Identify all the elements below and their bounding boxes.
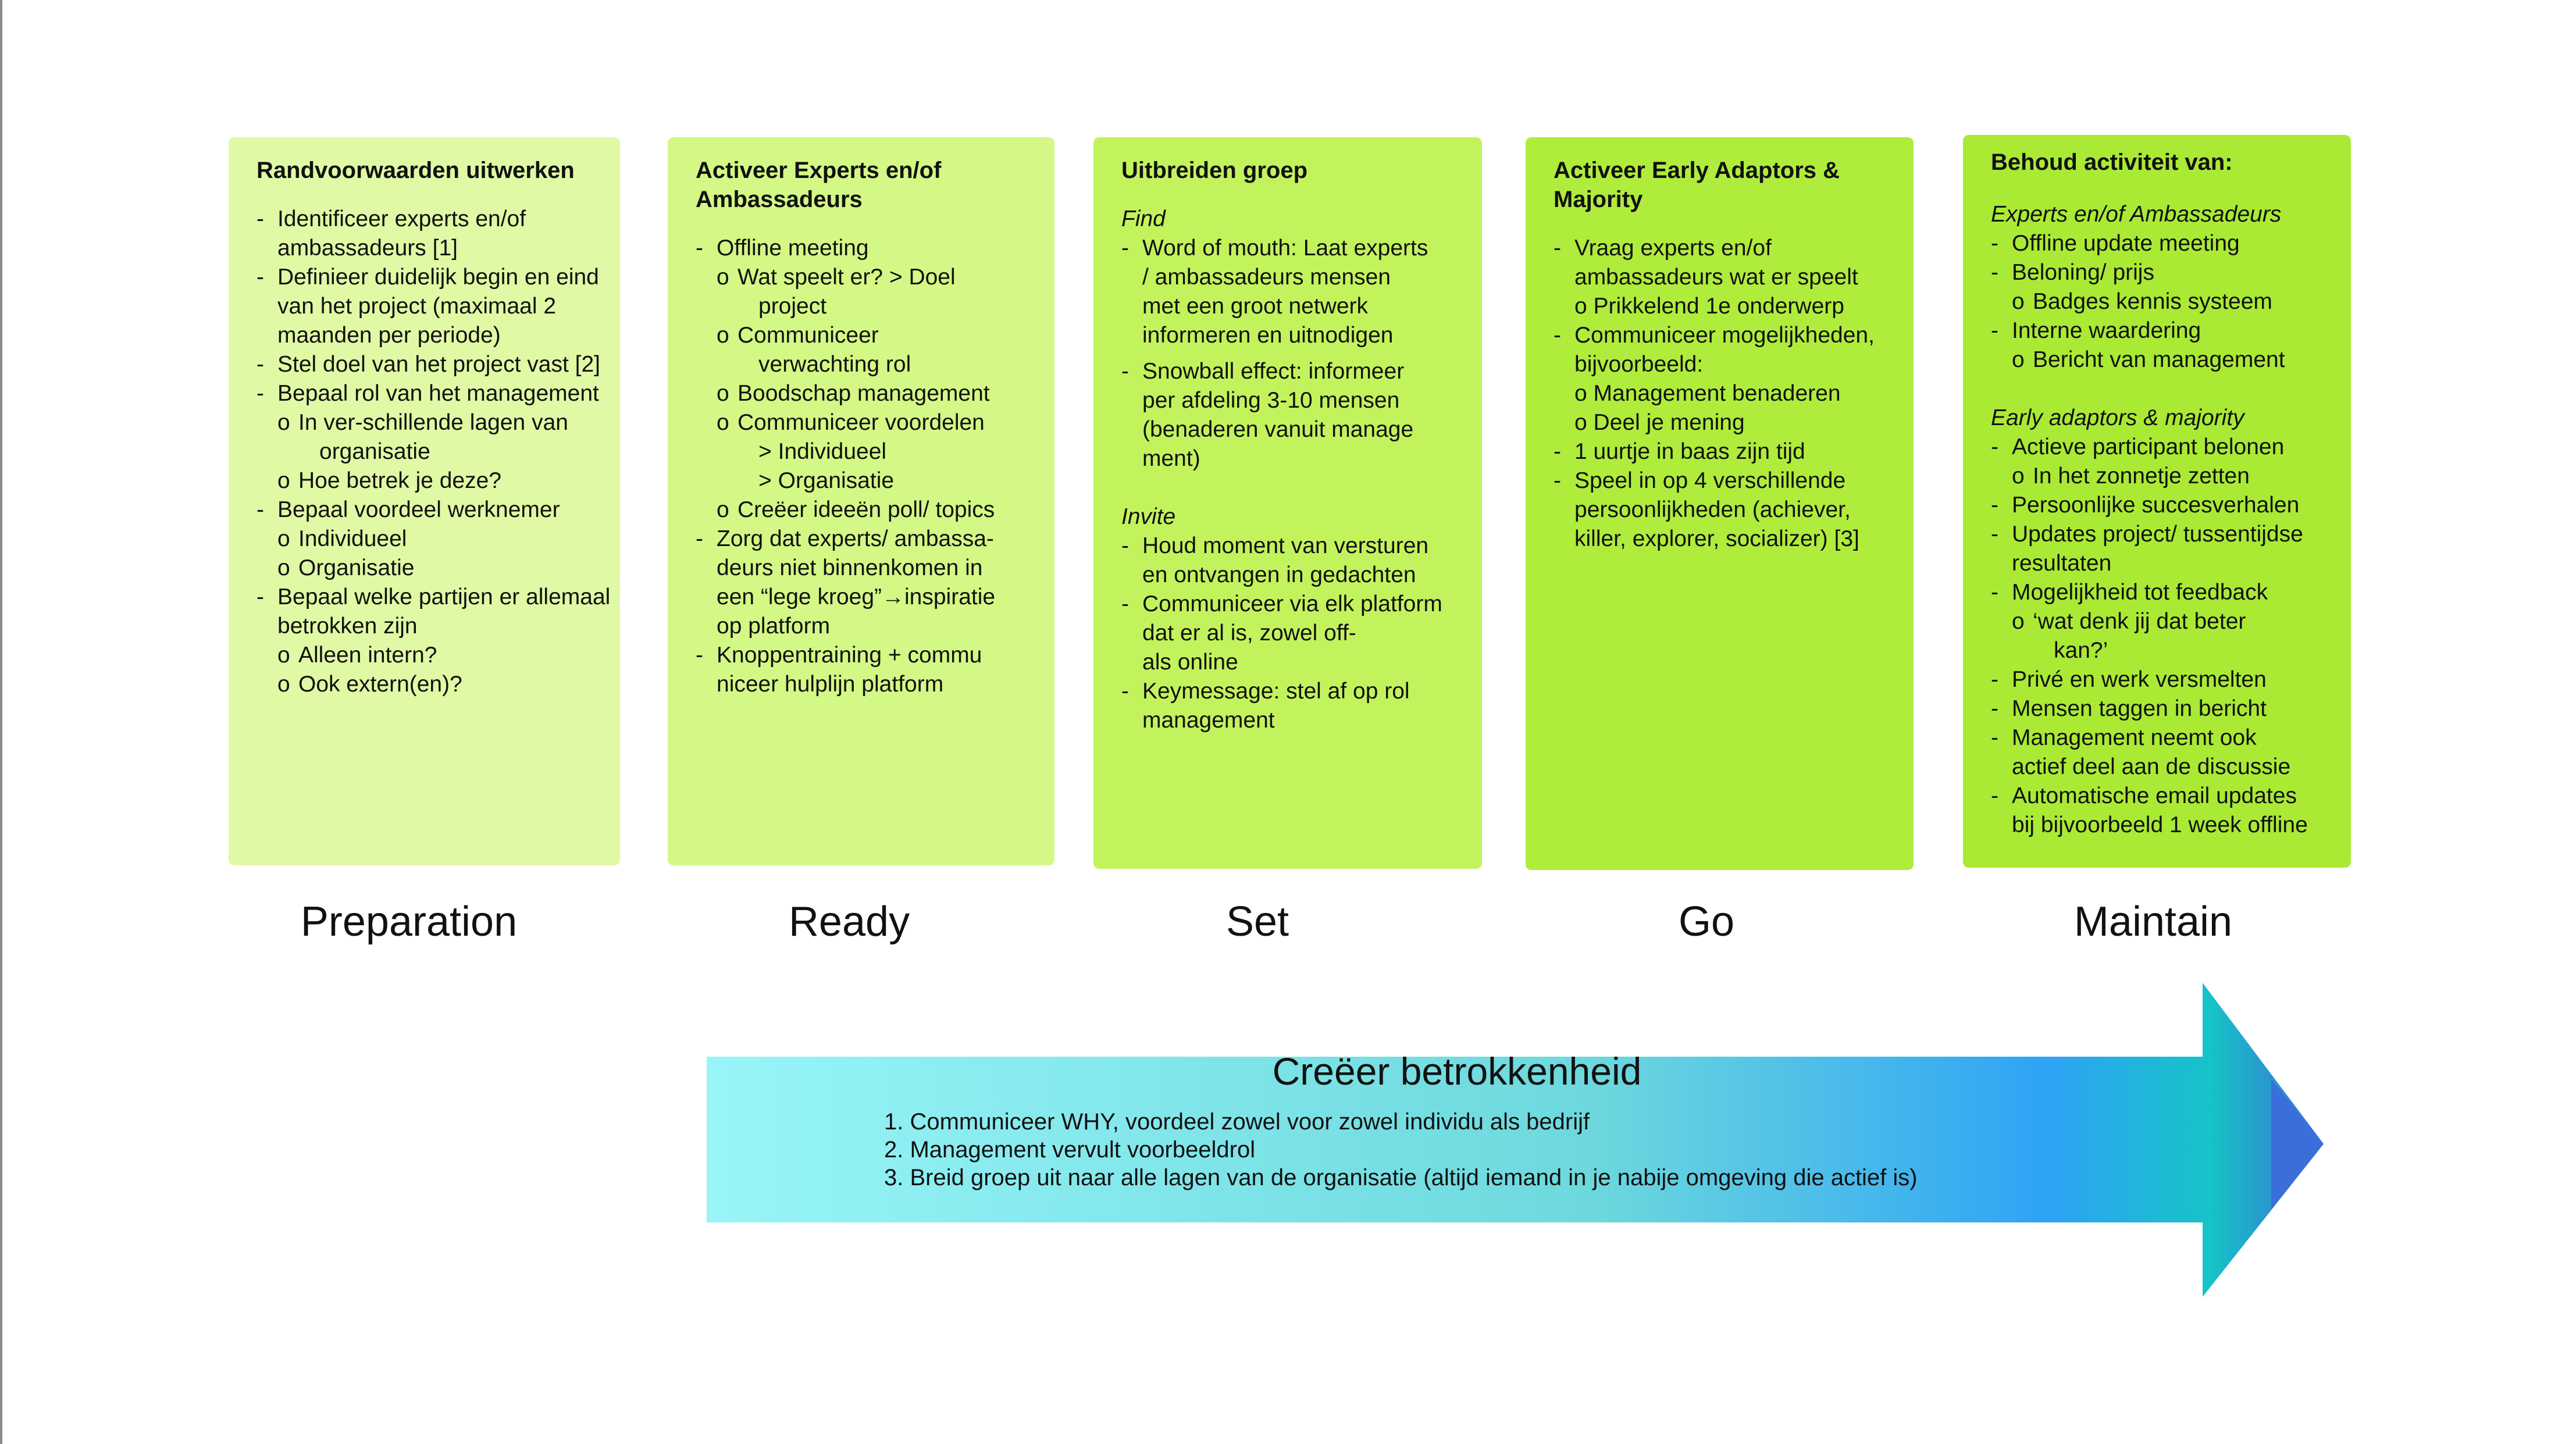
list-item <box>256 612 599 641</box>
dash-bullet: - <box>1554 439 1561 464</box>
list-item <box>1554 379 1893 408</box>
list-item <box>256 583 611 612</box>
arrow-title: Creëer betrokkenheid <box>1272 1050 1642 1093</box>
list-item-text: Management neemt ook <box>2012 725 2257 750</box>
dash-bullet: - <box>256 497 264 522</box>
dash-bullet: - <box>256 352 264 377</box>
dash-bullet: - <box>1121 359 1129 384</box>
list-item-text: Persoonlijke succesverhalen <box>2012 493 2300 518</box>
list-item <box>256 466 599 495</box>
list-item-text: en ontvangen in gedachten <box>1142 562 1416 587</box>
list-item <box>1991 607 2330 636</box>
list-item-text: een “lege kroeg”→inspiratie <box>717 584 996 609</box>
spacer <box>1121 473 1461 502</box>
list-item <box>1554 466 1893 495</box>
section-heading <box>1121 205 1461 234</box>
list-item <box>1554 437 1893 466</box>
circle-bullet: o <box>277 410 290 435</box>
list-item-text: Creëer ideeën poll/ topics <box>737 497 995 522</box>
list-item <box>1121 357 1461 386</box>
list-item-text: Houd moment van versturen <box>1142 533 1429 558</box>
list-item <box>256 350 599 379</box>
list-item <box>1554 350 1893 379</box>
list-item <box>1991 316 2330 345</box>
list-item-text: Wat speelt er? > Doel <box>737 265 956 290</box>
list-item <box>696 379 1034 408</box>
list-item-text: met een groot netwerk <box>1142 294 1369 319</box>
list-item <box>1991 578 2330 607</box>
list-item <box>696 466 1034 495</box>
list-item-text: op platform <box>717 614 831 639</box>
list-item-text: Experts en/of Ambassadeurs <box>1991 202 2282 227</box>
list-item-text: Bericht van management <box>2033 347 2285 372</box>
list-item-text: In ver-schillende lagen van <box>298 410 568 435</box>
dash-bullet: - <box>1554 468 1561 493</box>
list-item-text: persoonlijkheden (achiever, <box>1574 497 1851 522</box>
list-item-text: maanden per periode) <box>277 323 501 348</box>
dash-bullet: - <box>256 381 264 406</box>
list-item-text: Invite <box>1121 504 1176 529</box>
list-item <box>696 321 1034 350</box>
list-item <box>1121 677 1461 706</box>
list-item-text: resultaten <box>2012 551 2112 576</box>
list-item-text: Privé en werk versmelten <box>2012 667 2267 692</box>
list-item-text: project <box>758 294 827 319</box>
card-body <box>1121 205 1461 735</box>
list-item <box>1121 444 1461 473</box>
list-item <box>256 495 599 525</box>
stage-label-go: Go <box>1678 899 1735 945</box>
list-item-text: Bepaal rol van het management <box>277 381 599 406</box>
dash-bullet: - <box>1991 231 1998 256</box>
list-item-text: Bepaal welke partijen er allemaal <box>277 584 611 609</box>
circle-bullet: o <box>717 265 729 290</box>
list-item <box>1991 491 2330 520</box>
list-item-text: Knoppentraining + commu <box>717 643 982 668</box>
arrow-list <box>884 1108 1918 1192</box>
list-item-text: Alleen intern? <box>298 643 437 668</box>
list-item-text: Offline update meeting <box>2012 231 2240 256</box>
list-item-text: betrokken zijn <box>277 614 418 639</box>
list-item-text: ‘wat denk jij dat beter <box>2033 609 2246 634</box>
list-item <box>1121 321 1461 350</box>
list-item <box>1554 292 1893 321</box>
dash-bullet: - <box>1991 493 1998 518</box>
spacer <box>1121 350 1461 357</box>
list-item <box>1121 234 1461 263</box>
list-item <box>256 234 599 263</box>
list-item <box>1991 345 2330 375</box>
card-preparation <box>229 137 620 865</box>
dash-bullet: - <box>696 236 703 261</box>
list-item-text: bijvoorbeeld: <box>1574 352 1704 377</box>
list-item <box>1991 811 2330 840</box>
circle-bullet: o <box>277 643 290 668</box>
circle-bullet: o <box>2012 463 2025 489</box>
dash-bullet: - <box>1991 260 1998 285</box>
arrow-list-item: 3. Breid groep uit naar alle lagen van de organisatie (altijd iemand in je nabije omgeving die actief is) <box>884 1165 1918 1190</box>
card-body <box>256 205 611 699</box>
list-item-text: organisatie <box>319 439 430 464</box>
list-item-text: > Individueel <box>758 439 887 464</box>
dash-bullet: - <box>256 206 264 231</box>
section-heading <box>1991 404 2330 433</box>
circle-bullet: o <box>717 381 729 406</box>
card-title: Activeer Early Adaptors & Majority <box>1554 158 1840 212</box>
list-item <box>1121 648 1461 677</box>
list-item <box>696 641 1034 670</box>
list-item <box>1991 549 2330 578</box>
list-item <box>1554 408 1893 437</box>
dash-bullet: - <box>1554 323 1561 348</box>
list-item-text: Stel doel van het project vast [2] <box>277 352 600 377</box>
list-item <box>696 408 1034 437</box>
list-item <box>696 670 1034 699</box>
list-item <box>1121 415 1461 444</box>
list-item <box>1554 525 1893 554</box>
list-item-text: ambassadeurs wat er speelt <box>1574 265 1858 290</box>
list-item-text: Speel in op 4 verschillende <box>1574 468 1846 493</box>
list-item <box>1121 532 1461 561</box>
card-body <box>696 234 1034 699</box>
list-item-text: 1 uurtje in baas zijn tijd <box>1574 439 1805 464</box>
list-item <box>256 525 599 554</box>
list-item <box>256 205 599 234</box>
card-set <box>1093 137 1482 869</box>
list-item-text: killer, explorer, socializer) [3] <box>1574 526 1859 551</box>
list-item-text: Actieve participant belonen <box>2012 434 2285 459</box>
section-heading <box>1121 502 1461 532</box>
list-item-text: Bepaal voordeel werknemer <box>277 497 560 522</box>
list-item-text: Keymessage: stel af op rol <box>1142 679 1410 704</box>
list-item-text: Boodschap management <box>737 381 990 406</box>
list-item-text: Communiceer <box>737 323 879 348</box>
circle-bullet: o <box>717 323 729 348</box>
card-title: Activeer Experts en/of Ambassadeurs <box>696 158 942 212</box>
list-item <box>1991 229 2330 258</box>
list-item-text: Organisatie <box>298 555 415 580</box>
dash-bullet: - <box>1121 591 1129 616</box>
card-maintain <box>1963 135 2351 868</box>
list-item-text: bij bijvoorbeeld 1 week offline <box>2012 812 2308 837</box>
section-heading <box>1991 200 2330 229</box>
list-item <box>1991 287 2330 316</box>
list-item <box>1991 433 2330 462</box>
stage-label-ready: Ready <box>788 899 910 945</box>
list-item <box>1121 619 1461 648</box>
circle-bullet: o <box>717 410 729 435</box>
list-item <box>1121 386 1461 415</box>
list-item-text: Identificeer experts en/of <box>277 206 526 231</box>
list-item-text: deurs niet binnenkomen in <box>717 555 983 580</box>
card-body <box>1991 200 2330 840</box>
list-item-text: Word of mouth: Laat experts <box>1142 236 1428 261</box>
list-item <box>256 379 599 408</box>
circle-bullet: o <box>2012 347 2025 372</box>
list-item <box>696 495 1034 525</box>
dash-bullet: - <box>1991 783 1998 808</box>
list-item <box>256 263 599 292</box>
list-item <box>256 321 599 350</box>
list-item <box>696 234 1034 263</box>
list-item-text: Definieer duidelijk begin en eind <box>277 265 599 290</box>
arrow-tip <box>2271 1079 2324 1210</box>
arrow-list-item: 2. Management vervult voorbeeldrol <box>884 1137 1256 1163</box>
list-item-text: Mogelijkheid tot feedback <box>2012 580 2268 605</box>
list-item <box>696 525 1034 554</box>
card-title: Randvoorwaarden uitwerken <box>256 158 575 183</box>
dash-bullet: - <box>256 584 264 609</box>
list-item <box>1121 590 1461 619</box>
list-item <box>696 612 1034 641</box>
stage-label-preparation: Preparation <box>300 899 518 945</box>
list-item-text: / ambassadeurs mensen <box>1142 265 1391 290</box>
list-item <box>256 292 599 321</box>
circle-bullet: o <box>277 555 290 580</box>
dash-bullet: - <box>1991 318 1998 343</box>
card-ready <box>668 137 1054 865</box>
dash-bullet: - <box>1991 725 1998 750</box>
stage-label-maintain: Maintain <box>2073 899 2233 945</box>
circle-bullet: o <box>2012 289 2025 314</box>
list-item <box>696 350 1034 379</box>
list-item-text: Early adaptors & majority <box>1991 405 2244 430</box>
dash-bullet: - <box>1554 236 1561 261</box>
list-item <box>696 583 1034 612</box>
list-item-text: Automatische email updates <box>2012 783 2297 808</box>
frame-left-border <box>0 0 2 1444</box>
list-item <box>1991 753 2330 782</box>
list-item <box>256 408 599 437</box>
dash-bullet: - <box>1121 533 1129 558</box>
dash-bullet: - <box>1991 667 1998 692</box>
list-item <box>1991 782 2330 811</box>
list-item-text: van het project (maximaal 2 <box>277 294 557 319</box>
list-item-text: kan?’ <box>2054 638 2108 663</box>
list-item-text: Beloning/ prijs <box>2012 260 2154 285</box>
list-item <box>1121 706 1461 735</box>
list-item-text: o Management benaderen <box>1574 381 1841 406</box>
list-item <box>1991 723 2330 753</box>
list-item-text: informeren en uitnodigen <box>1142 323 1394 348</box>
dash-bullet: - <box>1121 679 1129 704</box>
list-item <box>1991 694 2330 723</box>
list-item-text: > Organisatie <box>758 468 895 493</box>
list-item <box>1991 665 2330 694</box>
list-item <box>1554 495 1893 525</box>
dash-bullet: - <box>1991 522 1998 547</box>
list-item <box>696 554 1034 583</box>
spacer <box>1991 375 2330 404</box>
list-item-text: Updates project/ tussentijdse <box>2012 522 2303 547</box>
card-title: Uitbreiden groep <box>1121 158 1308 183</box>
list-item-text: o Prikkelend 1e onderwerp <box>1574 294 1844 319</box>
circle-bullet: o <box>277 672 290 697</box>
list-item-text: Vraag experts en/of <box>1574 236 1772 261</box>
list-item-text: Hoe betrek je deze? <box>298 468 502 493</box>
dash-bullet: - <box>1121 236 1129 261</box>
list-item-text: ment) <box>1142 446 1200 471</box>
list-item-text: niceer hulplijn platform <box>717 672 944 697</box>
list-item-text: Mensen taggen in bericht <box>2012 696 2267 721</box>
list-item-text: actief deel aan de discussie <box>2012 754 2291 779</box>
list-item <box>256 641 599 670</box>
list-item <box>696 437 1034 466</box>
list-item-text: ambassadeurs [1] <box>277 236 458 261</box>
list-item <box>1991 462 2330 491</box>
list-item <box>696 263 1034 292</box>
list-item-text: Offline meeting <box>717 236 869 261</box>
list-item-text: Badges kennis systeem <box>2033 289 2272 314</box>
list-item <box>1554 321 1893 350</box>
list-item-text: Communiceer via elk platform <box>1142 591 1442 616</box>
list-item <box>1554 263 1893 292</box>
circle-bullet: o <box>277 468 290 493</box>
list-item-text: per afdeling 3-10 mensen <box>1142 388 1400 413</box>
dash-bullet: - <box>696 643 703 668</box>
list-item-text: (benaderen vanuit manage <box>1142 417 1414 442</box>
list-item <box>256 554 599 583</box>
list-item <box>1121 292 1461 321</box>
list-item <box>1554 234 1893 263</box>
list-item <box>1991 636 2330 665</box>
list-item-text: als online <box>1142 650 1238 675</box>
dash-bullet: - <box>1991 696 1998 721</box>
list-item-text: dat er al is, zowel off- <box>1142 621 1356 646</box>
circle-bullet: o <box>277 526 290 551</box>
card-go <box>1526 137 1914 870</box>
dash-bullet: - <box>256 265 264 290</box>
list-item-text: Zorg dat experts/ ambassa- <box>717 526 994 551</box>
list-item <box>256 670 599 699</box>
list-item-text: verwachting rol <box>758 352 911 377</box>
list-item-text: o Deel je mening <box>1574 410 1745 435</box>
circle-bullet: o <box>2012 609 2025 634</box>
list-item-text: Individueel <box>298 526 407 551</box>
list-item-text: management <box>1142 708 1275 733</box>
arrow-list-item: 1. Communiceer WHY, voordeel zowel voor zowel individu als bedrijf <box>884 1109 1590 1135</box>
list-item <box>1121 561 1461 590</box>
list-item-text: Find <box>1121 206 1166 231</box>
circle-bullet: o <box>717 497 729 522</box>
list-item <box>1991 520 2330 549</box>
list-item <box>1121 263 1461 292</box>
list-item-text: Snowball effect: informeer <box>1142 359 1405 384</box>
dash-bullet: - <box>1991 580 1998 605</box>
list-item-text: Ook extern(en)? <box>298 672 462 697</box>
dash-bullet: - <box>1991 434 1998 459</box>
stage-label-set: Set <box>1225 899 1289 945</box>
list-item <box>696 292 1034 321</box>
dash-bullet: - <box>696 526 703 551</box>
list-item <box>256 437 599 466</box>
list-item-text: Communiceer voordelen <box>737 410 985 435</box>
card-title: Behoud activiteit van: <box>1991 149 2233 175</box>
list-item-text: In het zonnetje zetten <box>2033 463 2250 489</box>
list-item-text: Communiceer mogelijkheden, <box>1574 323 1875 348</box>
list-item-text: Interne waardering <box>2012 318 2201 343</box>
card-body <box>1554 234 1893 554</box>
list-item <box>1991 258 2330 287</box>
